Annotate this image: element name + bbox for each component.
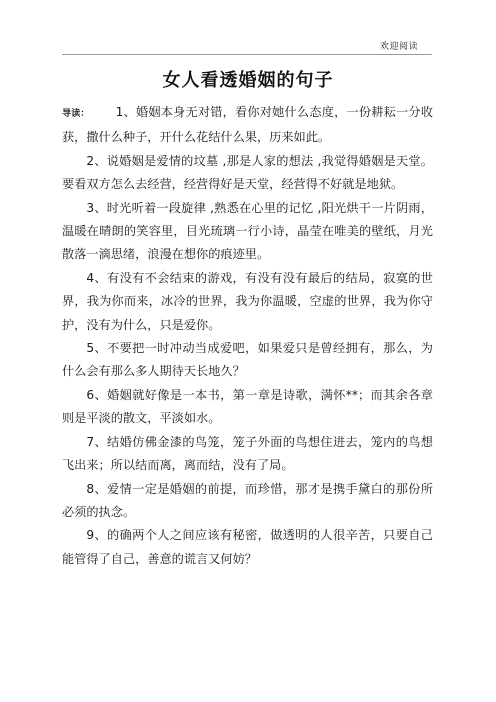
paragraph-8: 8、爱情一定是婚姻的前提，而珍惜，那才是携手黛白的那份所必须的执念。 [62, 481, 433, 519]
intro-label: 导读： [62, 109, 90, 119]
paragraph-1 [62, 101, 433, 150]
paragraph-6: 6、婚姻就好像是一本书，第一章是诗歌，满怀**；而其余各章则是平淡的散文，平淡如水。 [62, 387, 433, 426]
document-body [62, 101, 433, 571]
header-divider [62, 54, 432, 55]
paragraph-7: 7、结婚仿佛金漆的鸟笼，笼子外面的鸟想住进去，笼内的鸟想飞出来；所以结而离，离而结，没有了局。 [62, 434, 433, 473]
paragraph-3: 3、时光听着一段旋律 ,熟悉在心里的记忆 ,阳光烘干一片阴雨，温暖在晴朗的笑容里，目光琉璃一行小诗，晶莹在唯美的壁纸，月光散落一滴思绪，浪漫在想你的痕迹里。 [62, 200, 433, 262]
paragraph-9: 9、的确两个人之间应该有秘密，做透明的人很辛苦，只要自己能管得了自己，善意的谎言又何妨？ [62, 528, 433, 566]
header-note: 欢迎阅读 [379, 42, 418, 52]
document-title: 女人看透婚姻的句子 [162, 70, 334, 91]
paragraph-2: 2、说婚姻是爱情的坟墓 ,那是人家的想法 ,我觉得婚姻是天堂。要看双方怎么去经营，经营得好是天堂，经营得不好就是地狱。 [62, 153, 433, 192]
paragraph-5: 5、不要把一时冲动当成爱吧，如果爱只是曾经拥有，那么，为什么会有那么多人期待天长地久？ [62, 341, 433, 379]
paragraph-4: 4、有没有不会结束的游戏，有没有没有最后的结局，寂寞的世界，我为你而来，冰冷的世界，我为你温暖，空虚的世界，我为你守护，没有为什么，只是爱你。 [62, 270, 433, 332]
paragraph-text: 1、婚姻本身无对错，看你对她什么态度，一份耕耘一分收获，撒什么种子，开什么花结什么果，历来如此。 [62, 105, 433, 145]
